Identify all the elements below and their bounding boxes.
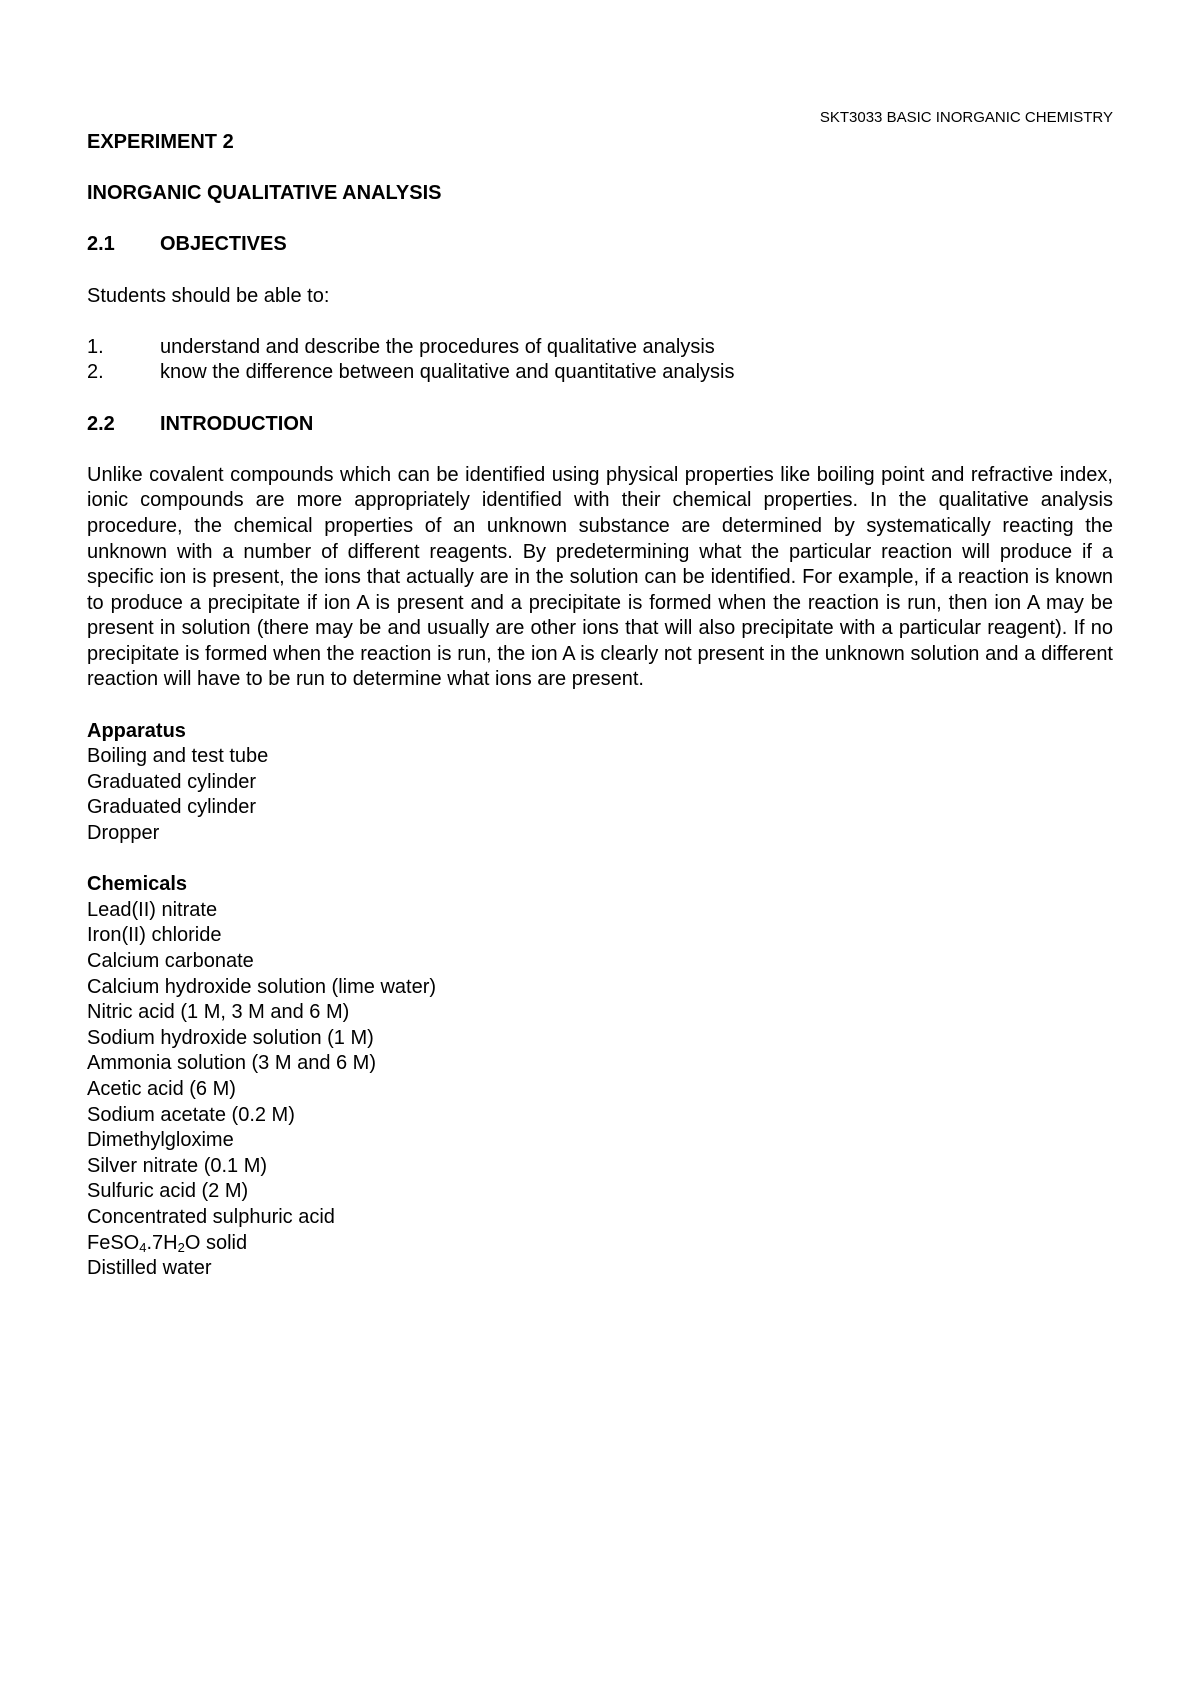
apparatus-heading: Apparatus	[87, 719, 186, 742]
document-body	[87, 130, 1113, 1282]
chemical-item: Distilled water	[87, 1257, 212, 1280]
chemical-item: Ammonia solution (3 M and 6 M)	[87, 1052, 377, 1075]
objective-text: know the difference between qualitative and quantitative analysis	[160, 361, 735, 384]
section-heading-objectives	[87, 232, 1113, 258]
formula-subscript: 2	[177, 1239, 185, 1255]
objectives-lead: Students should be able to:	[87, 284, 330, 307]
chemical-item: Iron(II) chloride	[87, 924, 222, 947]
chemical-item: Lead(II) nitrate	[87, 898, 218, 921]
objective-text: understand and describe the procedures of qualitative analysis	[160, 335, 715, 358]
formula-part: O solid	[184, 1231, 248, 1254]
chemical-item: Calcium carbonate	[87, 950, 254, 972]
apparatus-item: Dropper	[87, 822, 160, 845]
formula-part: .7H	[146, 1231, 178, 1254]
section-title: OBJECTIVES	[160, 233, 287, 256]
formula-part: FeSO	[87, 1231, 140, 1254]
objective-number: 2.	[87, 361, 104, 384]
objective-item	[87, 360, 1113, 386]
apparatus-item: Boiling and test tube	[87, 745, 269, 768]
section-title: INTRODUCTION	[160, 412, 314, 435]
chemical-item: Sulfuric acid (2 M)	[87, 1180, 249, 1203]
chemical-item: Silver nitrate (0.1 M)	[87, 1154, 268, 1177]
chemicals-heading: Chemicals	[87, 873, 188, 896]
objective-item	[87, 335, 1113, 361]
chemical-item-formula	[87, 1231, 1113, 1257]
running-header: SKT3033 BASIC INORGANIC CHEMISTRY	[819, 109, 1113, 126]
chemical-item: Sodium hydroxide solution (1 M)	[87, 1026, 374, 1049]
experiment-title: EXPERIMENT 2	[87, 131, 234, 153]
chemical-item: Concentrated sulphuric acid	[87, 1205, 335, 1228]
introduction-paragraph: Unlike covalent compounds which can be identified using physical properties like boiling point and refractive index, ionic compounds are more appropriately identified with their chemical properties. In the qualitative analysis procedure, the chemical properties of an unknown substance are determined by systematically reacting the unknown with a number of different reagents. By predetermining what the particular reaction will produce if a specific ion is present, the ions that actually are in the solution can be identified. For example, if a reaction is known to produce a precipitate if ion A is present and a precipitate is formed when the reaction is run, then ion A may be present in solution (there may be and usually are other ions that will also precipitate with a particular reagent). If no precipitate is formed when the reaction is run, the ion A is clearly not present in the unknown solution and a different reaction will have to be run to determine what ions are present.	[87, 463, 1113, 691]
chemicals-list	[87, 898, 1113, 1282]
experiment-subtitle: INORGANIC QUALITATIVE ANALYSIS	[87, 182, 442, 205]
chemical-item: Sodium acetate (0.2 M)	[87, 1103, 295, 1126]
section-heading-introduction	[87, 412, 1113, 438]
formula-subscript: 4	[139, 1239, 147, 1255]
chemical-item: Nitric acid (1 M, 3 M and 6 M)	[87, 1001, 350, 1024]
apparatus-item: Graduated cylinder	[87, 770, 256, 793]
objective-number: 1.	[87, 335, 104, 358]
section-number: 2.2	[87, 412, 115, 435]
apparatus-item: Graduated cylinder	[87, 796, 256, 819]
apparatus-list	[87, 744, 1113, 846]
section-number: 2.1	[87, 233, 115, 256]
chemical-item: Acetic acid (6 M)	[87, 1077, 236, 1100]
chemical-item: Dimethylgloxime	[87, 1129, 234, 1152]
chemical-item: Calcium hydroxide solution (lime water)	[87, 975, 437, 998]
